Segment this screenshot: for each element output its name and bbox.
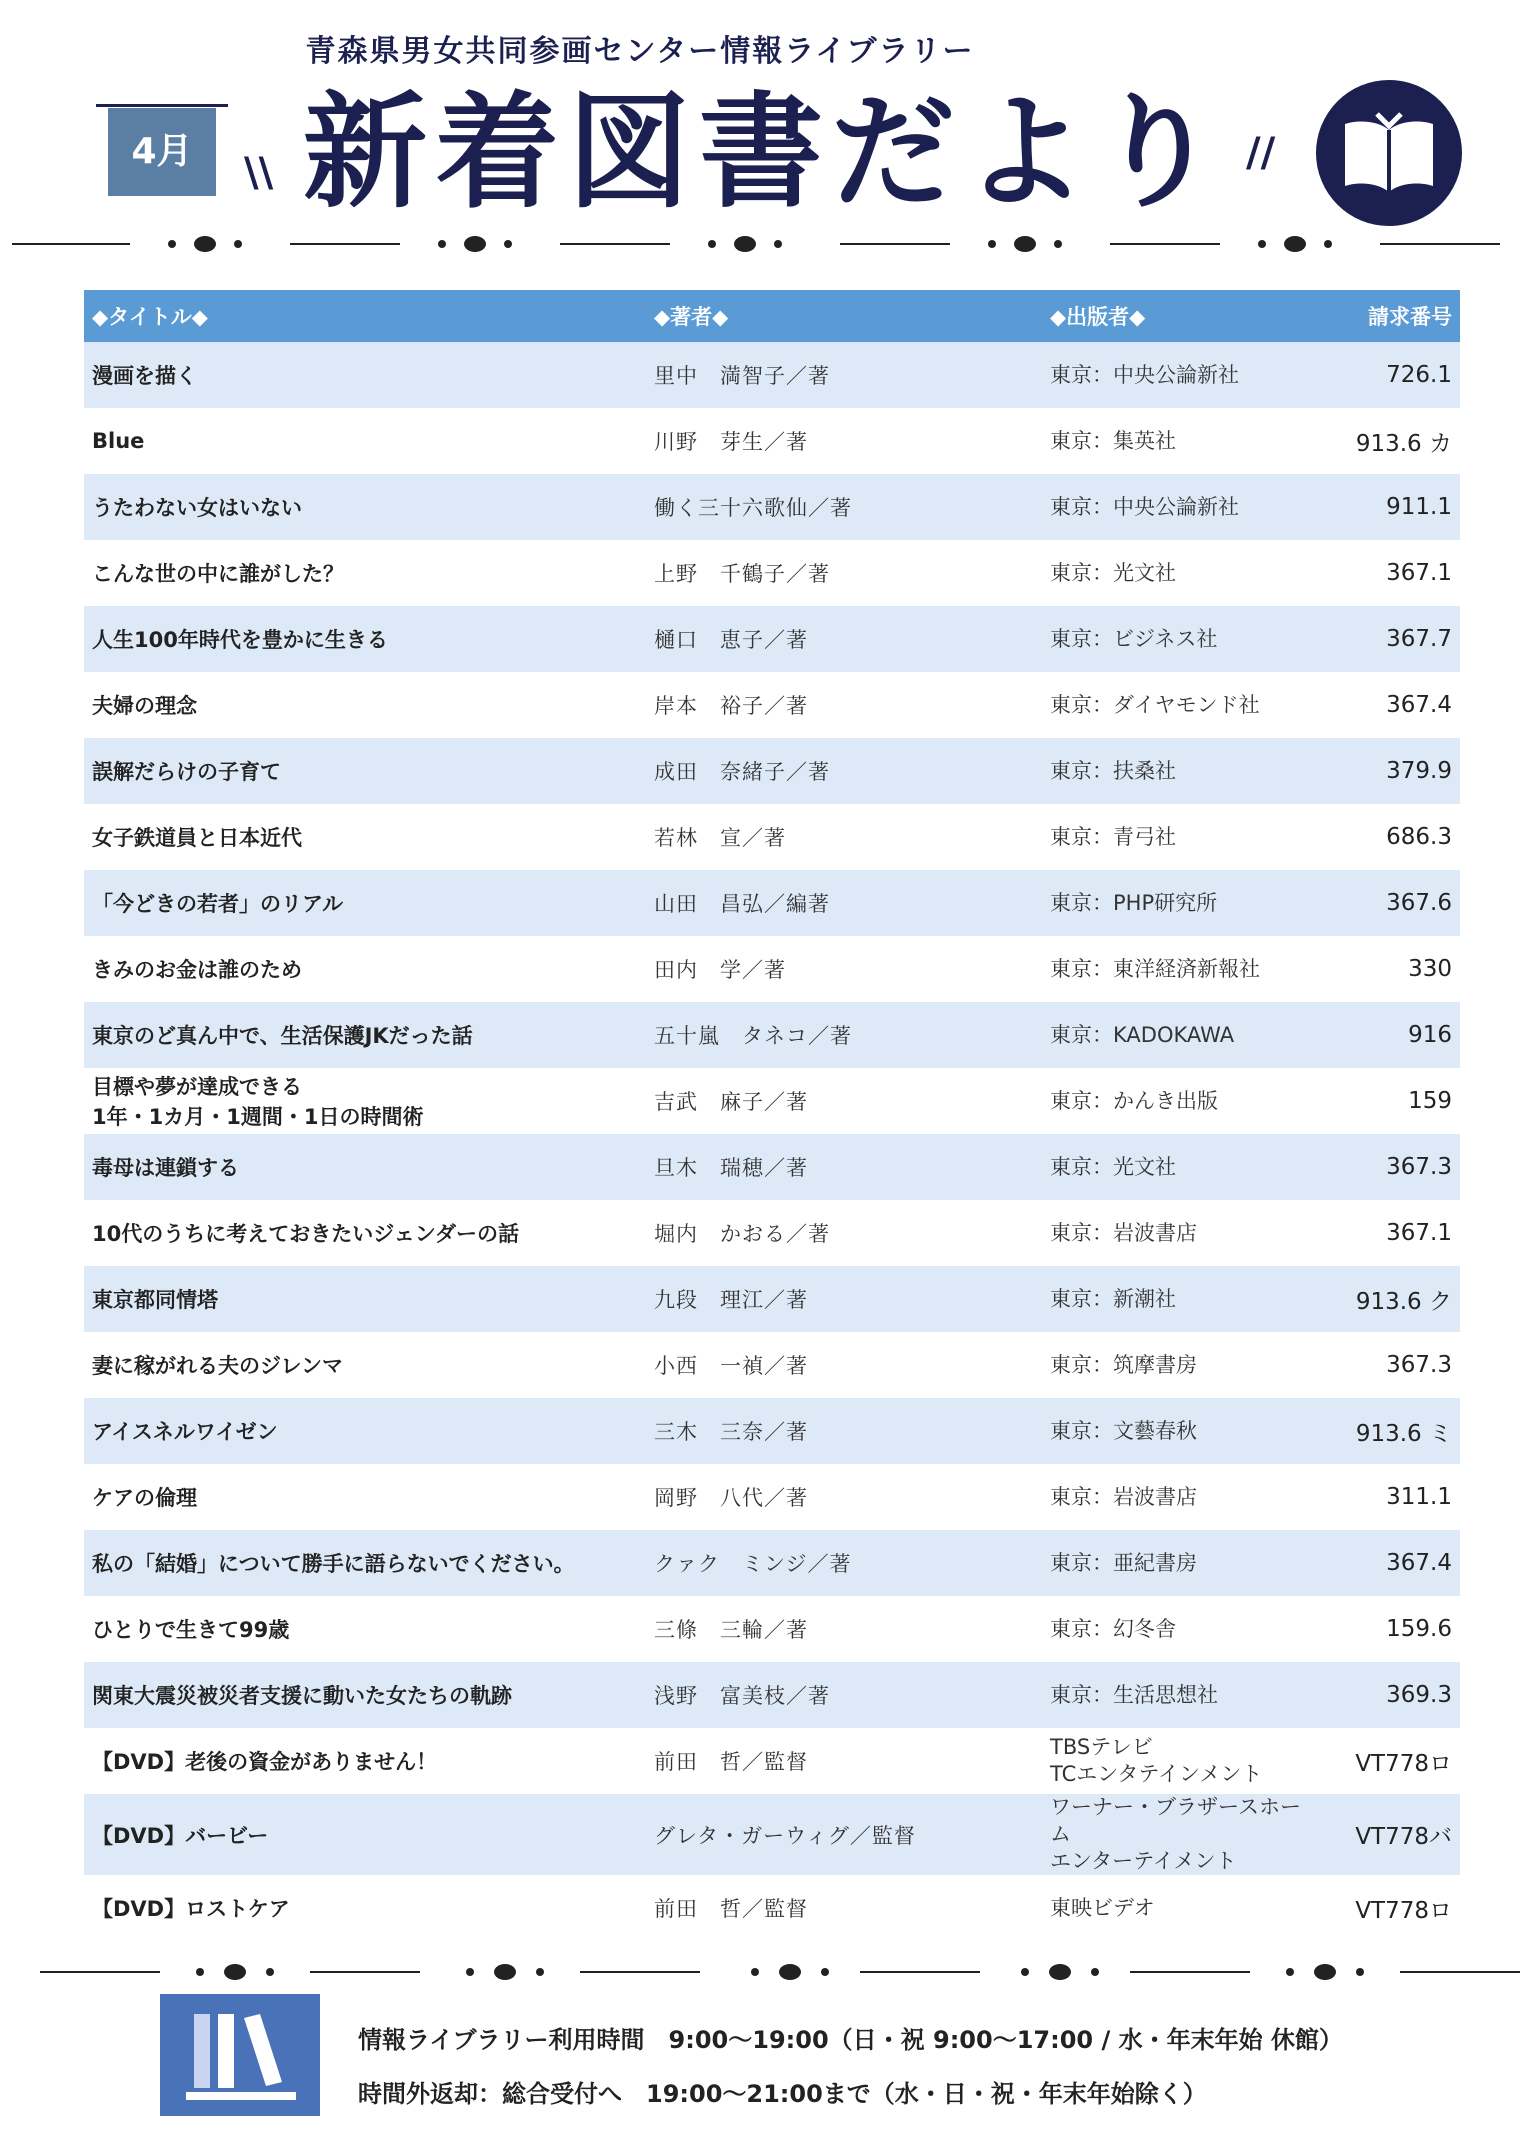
header-title: ◆タイトル◆ (84, 290, 646, 342)
book-call-number: 367.3 (1324, 1134, 1460, 1200)
book-title: きみのお金は誰のため (84, 936, 646, 1002)
table-row (84, 342, 1460, 408)
book-author: 小西 一禎／著 (646, 1332, 1042, 1398)
book-publisher: 東京：岩波書店 (1042, 1464, 1324, 1530)
month-line (96, 104, 228, 107)
book-publisher: 東京：ダイヤモンド社 (1042, 672, 1324, 738)
book-call-number: 911.1 (1324, 474, 1460, 540)
book-publisher: 東京：文藝春秋 (1042, 1398, 1324, 1464)
table-row (84, 936, 1460, 1002)
book-call-number: 379.9 (1324, 738, 1460, 804)
book-author: 岡野 八代／著 (646, 1464, 1042, 1530)
book-title: 毒母は連鎖する (84, 1134, 646, 1200)
book-title: 誤解だらけの子育て (84, 738, 646, 804)
book-publisher: 東京：かんき出版 (1042, 1068, 1324, 1134)
book-title: 【DVD】老後の資金がありません！ (84, 1728, 646, 1794)
book-title: 私の「結婚」について勝手に語らないでください。 (84, 1530, 646, 1596)
book-author: 前田 哲／監督 (646, 1875, 1042, 1941)
book-call-number: 367.1 (1324, 1200, 1460, 1266)
book-author: 若林 宣／著 (646, 804, 1042, 870)
book-call-number: 913.6 ク (1324, 1266, 1460, 1332)
book-call-number: VT778ロ (1324, 1728, 1460, 1794)
book-call-number: 367.1 (1324, 540, 1460, 606)
book-author: 樋口 恵子／著 (646, 606, 1042, 672)
table-row (84, 804, 1460, 870)
book-title: うたわない女はいない (84, 474, 646, 540)
header-publisher: ◆出版者◆ (1042, 290, 1324, 342)
month-badge: 4月 (108, 108, 216, 196)
after-hours-return: 時間外返却：総合受付へ 19:00～21:00まで（水・日・祝・年末年始除く） (358, 2080, 1207, 2108)
book-call-number: 916 (1324, 1002, 1460, 1068)
book-call-number: 686.3 (1324, 804, 1460, 870)
book-call-number: 726.1 (1324, 342, 1460, 408)
table-row (84, 408, 1460, 474)
open-book-icon (1316, 80, 1462, 226)
book-publisher: 東京：岩波書店 (1042, 1200, 1324, 1266)
book-author: 働く三十六歌仙／著 (646, 474, 1042, 540)
book-publisher: 東京：中央公論新社 (1042, 342, 1324, 408)
book-author: 旦木 瑞穂／著 (646, 1134, 1042, 1200)
book-publisher: 東京：集英社 (1042, 408, 1324, 474)
table-row (84, 1875, 1460, 1941)
table-row (84, 1728, 1460, 1794)
book-title: 10代のうちに考えておきたいジェンダーの話 (84, 1200, 646, 1266)
book-call-number: 913.6 カ (1324, 408, 1460, 474)
book-call-number: 367.6 (1324, 870, 1460, 936)
book-publisher: 東京：PHP研究所 (1042, 870, 1324, 936)
book-call-number: 367.7 (1324, 606, 1460, 672)
table-row (84, 1662, 1460, 1728)
table-row (84, 540, 1460, 606)
slash-decoration: // (1246, 130, 1276, 176)
book-title: こんな世の中に誰がした？ (84, 540, 646, 606)
book-publisher: 東京：青弓社 (1042, 804, 1324, 870)
book-title: 東京都同情塔 (84, 1266, 646, 1332)
page-title: 新着図書だより (302, 81, 1227, 225)
book-title: 人生100年時代を豊かに生きる (84, 606, 646, 672)
book-author: 岸本 裕子／著 (646, 672, 1042, 738)
book-publisher: 東京：東洋経済新報社 (1042, 936, 1324, 1002)
table-row (84, 1530, 1460, 1596)
book-publisher: 東京：筑摩書房 (1042, 1332, 1324, 1398)
header-author: ◆著者◆ (646, 290, 1042, 342)
book-author: 田内 学／著 (646, 936, 1042, 1002)
top-divider (0, 224, 1540, 264)
book-call-number: 367.4 (1324, 672, 1460, 738)
table-row (84, 1464, 1460, 1530)
book-publisher: 東京：新潮社 (1042, 1266, 1324, 1332)
book-title: 「今どきの若者」のリアル (84, 870, 646, 936)
book-title: Blue (84, 408, 646, 474)
table-row (84, 1068, 1460, 1134)
book-title: 妻に稼がれる夫のジレンマ (84, 1332, 646, 1398)
book-publisher: 東京：亜紀書房 (1042, 1530, 1324, 1596)
book-call-number: 913.6 ミ (1324, 1398, 1460, 1464)
new-books-table (84, 290, 1460, 1941)
table-row (84, 1266, 1460, 1332)
book-call-number: VT778ロ (1324, 1875, 1460, 1941)
book-publisher: 東映ビデオ (1042, 1875, 1324, 1941)
table-row (84, 606, 1460, 672)
book-author: グレタ・ガーウィグ／監督 (646, 1794, 1042, 1875)
org-name: 青森県男女共同参画センター情報ライブラリー (305, 34, 975, 69)
book-author: 浅野 富美枝／著 (646, 1662, 1042, 1728)
book-author: 五十嵐 タネコ／著 (646, 1002, 1042, 1068)
table-row (84, 1134, 1460, 1200)
book-title: ひとりで生きて99歳 (84, 1596, 646, 1662)
book-author: 里中 満智子／著 (646, 342, 1042, 408)
library-hours: 情報ライブラリー利用時間 9:00～19:00（日・祝 9:00～17:00 / 水・年末年始 休館） (358, 2026, 1343, 2054)
book-call-number: 159 (1324, 1068, 1460, 1134)
book-title: 東京のど真ん中で、生活保護JKだった話 (84, 1002, 646, 1068)
book-author: 山田 昌弘／編著 (646, 870, 1042, 936)
book-publisher: 東京：扶桑社 (1042, 738, 1324, 804)
table-row (84, 474, 1460, 540)
book-author: 川野 芽生／著 (646, 408, 1042, 474)
book-author: 三條 三輪／著 (646, 1596, 1042, 1662)
book-author: 前田 哲／監督 (646, 1728, 1042, 1794)
book-title: アイスネルワイゼン (84, 1398, 646, 1464)
table-row (84, 1596, 1460, 1662)
book-title: 漫画を描く (84, 342, 646, 408)
table-row (84, 738, 1460, 804)
book-author: 堀内 かおる／著 (646, 1200, 1042, 1266)
table-row (84, 672, 1460, 738)
table-header-row (84, 290, 1460, 342)
table-row (84, 1002, 1460, 1068)
book-publisher: 東京：KADOKAWA (1042, 1002, 1324, 1068)
header-call-number: 請求番号 (1324, 290, 1460, 342)
book-publisher: 東京：幻冬舎 (1042, 1596, 1324, 1662)
book-publisher: ワーナー・ブラザースホーム エンターテイメント (1042, 1794, 1324, 1875)
book-title: 夫婦の理念 (84, 672, 646, 738)
book-call-number: 159.6 (1324, 1596, 1460, 1662)
book-publisher: TBSテレビ TCエンタテインメント (1042, 1728, 1324, 1794)
book-title: 【DVD】バービー (84, 1794, 646, 1875)
book-title: 関東大震災被災者支援に動いた女たちの軌跡 (84, 1662, 646, 1728)
book-author: 吉武 麻子／著 (646, 1068, 1042, 1134)
book-publisher: 東京：ビジネス社 (1042, 606, 1324, 672)
book-publisher: 東京：中央公論新社 (1042, 474, 1324, 540)
book-call-number: 330 (1324, 936, 1460, 1002)
book-title: ケアの倫理 (84, 1464, 646, 1530)
book-author: 九段 理江／著 (646, 1266, 1042, 1332)
table-row (84, 1794, 1460, 1875)
slash-decoration: \\ (244, 150, 274, 196)
bottom-divider (0, 1952, 1540, 1992)
book-author: 成田 奈緒子／著 (646, 738, 1042, 804)
book-author: 上野 千鶴子／著 (646, 540, 1042, 606)
book-call-number: 369.3 (1324, 1662, 1460, 1728)
table-row (84, 1200, 1460, 1266)
table-row (84, 1332, 1460, 1398)
book-author: 三木 三奈／著 (646, 1398, 1042, 1464)
book-publisher: 東京：光文社 (1042, 540, 1324, 606)
books-icon (160, 1994, 320, 2116)
book-call-number: VT778バ (1324, 1794, 1460, 1875)
book-publisher: 東京：光文社 (1042, 1134, 1324, 1200)
book-title: 目標や夢が達成できる 1年・1カ月・1週間・1日の時間術 (84, 1068, 646, 1134)
book-publisher: 東京：生活思想社 (1042, 1662, 1324, 1728)
book-author: クァク ミンジ／著 (646, 1530, 1042, 1596)
table-row (84, 1398, 1460, 1464)
book-call-number: 367.4 (1324, 1530, 1460, 1596)
book-call-number: 311.1 (1324, 1464, 1460, 1530)
book-title: 【DVD】ロストケア (84, 1875, 646, 1941)
book-title: 女子鉄道員と日本近代 (84, 804, 646, 870)
book-call-number: 367.3 (1324, 1332, 1460, 1398)
table-row (84, 870, 1460, 936)
